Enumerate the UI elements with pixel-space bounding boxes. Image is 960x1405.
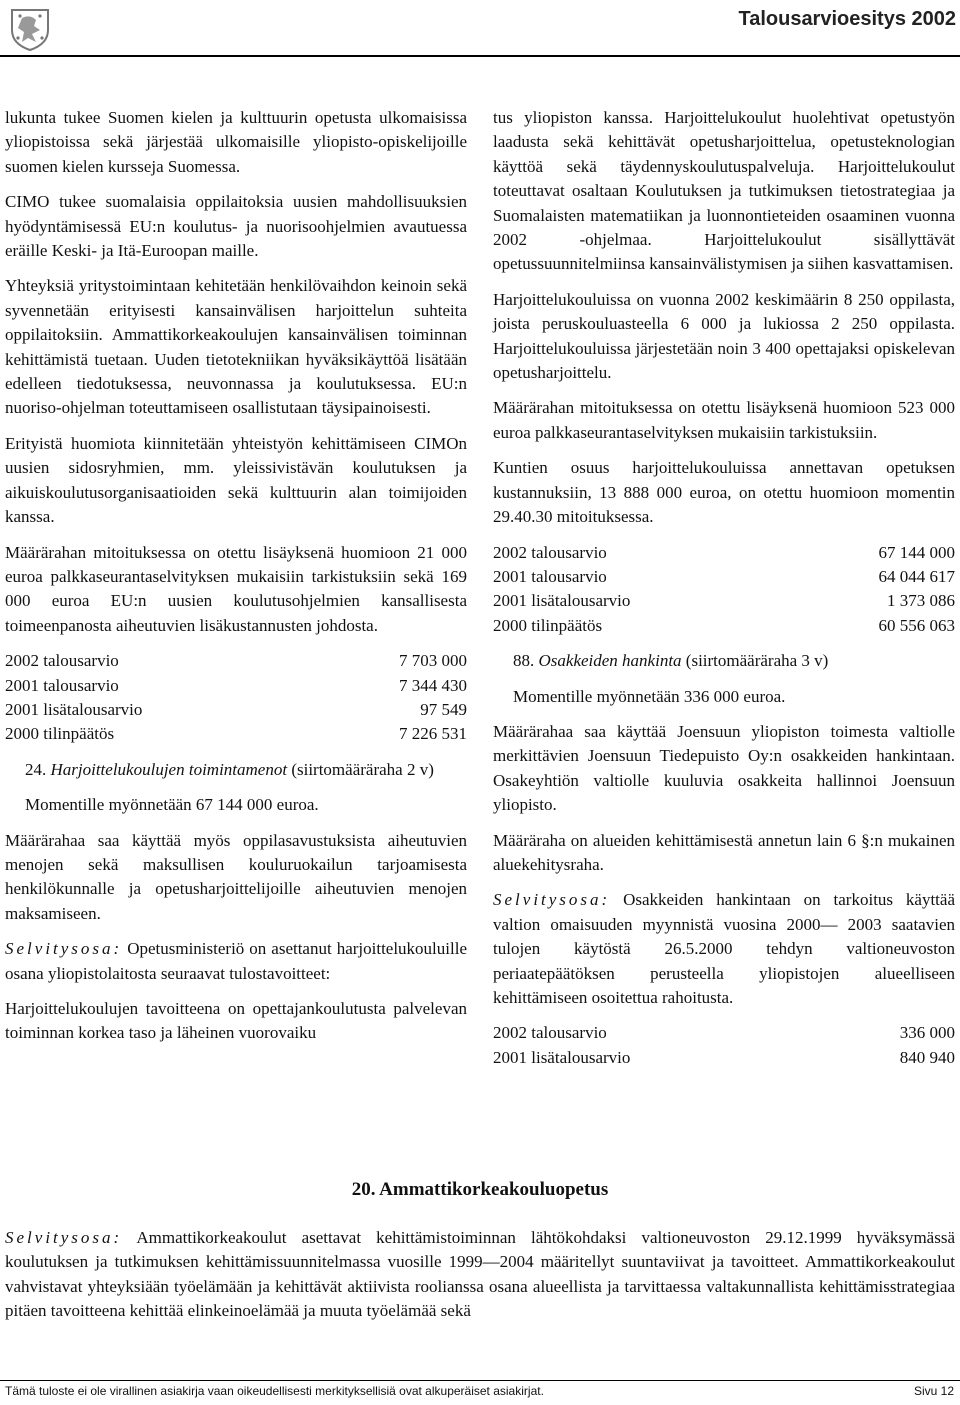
item-heading-24 <box>25 758 467 782</box>
paragraph: Kuntien osuus harjoittelukouluissa annettavan opetuksen kustannuksiin, 13 888 000 euroa, on otettu huomioon momentin 29.40.30 mitoituksessa. <box>493 458 955 527</box>
paragraph-text: Osakkeiden hankintaan on tarkoitus käyttää valtion omaisuuden myynnistä vuosina 2000— 2003 saatavien tulojen käytöstä 26.5.2000 tehdyn valtioneuvoston periaatepäätöksen perusteella yliopistojen alueelliseen kehittämiseen osoitettua rahoitusta. <box>493 890 955 1007</box>
row-label: 2001 talousarvio <box>493 566 607 586</box>
item-number: 88. <box>513 651 535 671</box>
paragraph <box>5 937 467 986</box>
table-row <box>5 674 467 698</box>
item-title: Harjoittelukoulujen toimintamenot <box>50 759 288 779</box>
table-row <box>493 589 955 613</box>
paragraph: Määrärahan mitoituksessa on otettu lisäyksenä huomioon 523 000 euroa palkkaseurantaselvityksen mukaisiin tarkistuksiin. <box>493 398 955 442</box>
item-title: Osakkeiden hankinta <box>538 651 682 671</box>
right-column <box>493 106 955 1081</box>
table-row <box>5 649 467 673</box>
row-label: 2001 lisätalousarvio <box>5 699 143 719</box>
paragraph: Erityistä huomiota kiinnitetään yhteistyön kehittämiseen CIMOn uusien sidosryhmien, mm. yleissivistävän koulutuksen ja aikuiskoulutusorganisaatioiden sekä kulttuurin alan toimijoiden kanssa. <box>5 433 467 527</box>
budget-table-left <box>5 649 467 747</box>
item-subtitle: (siirtomääräraha 2 v) <box>287 759 434 779</box>
row-label: 2001 talousarvio <box>5 675 119 695</box>
row-label: 2001 lisätalousarvio <box>493 1047 631 1067</box>
row-label: 2000 tilinpäätös <box>5 724 115 744</box>
paragraph: lukunta tukee Suomen kielen ja kulttuurin opetusta ulkomaisissa yliopistoissa sekä järjestää ulkomaisille yliopisto-opiskelijoille suomen kielen kursseja Suomessa. <box>5 108 467 176</box>
table-row <box>493 1046 955 1070</box>
paragraph: Määrärahan mitoituksessa on otettu lisäyksenä huomioon 21 000 euroa palkkaseurantaselvityksen mukaisiin tarkistuksiin sekä 169 000 euroa EU:n uusien koulutusohjelmien kansallisesta toimeenpanosta aiheutuvien lisäkustannusten johdosta. <box>5 542 467 635</box>
row-value: 840 940 <box>899 1047 955 1067</box>
row-value: 1 373 086 <box>887 591 955 611</box>
section-paragraph <box>5 1226 955 1324</box>
table-row <box>5 722 467 746</box>
table-row <box>493 614 955 638</box>
left-column <box>5 106 467 1057</box>
row-value: 7 703 000 <box>399 651 467 671</box>
paragraph: Määrärahaa saa käyttää Joensuun yliopiston toimesta valtiolle merkittävien Joensuun Tiedepuisto Oy:n osakkeiden hankintaan. Osakeyhtiön valtiolle kuuluvia osakkeita hallinnoi Joensuun yliopisto. <box>493 721 955 815</box>
paragraph: Yhteyksiä yritystoimintaan kehitetään henkilövaihdon keinoin sekä syvennetään erityisesti kansainvälisen harjoittelun suhteita oppilaitoksiin. Ammattikorkeakoulujen kansainvälisen toiminnan kehittämistä tuetaan. Uuden tietotekniikan hyväksikäyttöä lisätään edelleen tiedotuksessa, neuvonnassa ja koulutuksessa. EU:n nuoriso-ohjelman toteuttamiseen osallistutaan täysipainoisesti. <box>5 276 467 418</box>
paragraph: Harjoittelukoulujen tavoitteena on opettajankoulutusta palvelevan toiminnan korkea taso ja läheinen vuorovaiku <box>5 999 467 1043</box>
table-row <box>493 1021 955 1045</box>
row-label: 2001 lisätalousarvio <box>493 591 631 611</box>
table-row <box>493 541 955 565</box>
finnish-lion-crest-icon <box>6 4 54 52</box>
section-heading: 20. Ammattikorkeakouluopetus <box>351 1179 609 1200</box>
row-value: 67 144 000 <box>878 542 955 562</box>
table-row <box>493 565 955 589</box>
paragraph-text: Ammattikorkeakoulut asettavat kehittämistoiminnan lähtökohdaksi valtioneuvoston 29.12.1999 hyväksymässä koulutuksen ja tutkimuksen kehittämissuunnitelmassa vuosille 1999—2004 määritellyt suuntaviivat ja tavoitteet. Ammattikorkeakoulut vahvistavat yhteyksiään työelämään ja kehittävät aktiivista roolianssa osana alueellista ja tarvittaessa valtakunnallista kehittämisstrategiaa pitäen tavoitteena kehittää elinkeinoelämää ja muuta työelämää sekä <box>5 1228 955 1321</box>
paragraph: Harjoittelukouluissa on vuonna 2002 keskimäärin 8 250 oppilasta, joista peruskouluasteella 6 000 ja lukiossa 2 250 oppilasta. Harjoittelukouluissa järjestetään noin 3 400 opettajaksi opiskelevan opetusharjoittelu. <box>493 289 955 383</box>
table-row <box>5 698 467 722</box>
item-subtitle: (siirtomääräraha 3 v) <box>681 651 829 671</box>
footer-disclaimer: Tämä tuloste ei ole virallinen asiakirja vaan oikeudellisesti merkityksellisiä ovat alkuperäiset asiakirjat. <box>5 1384 544 1398</box>
paragraph <box>493 888 955 1010</box>
selvitysosa-label: Selvitysosa: <box>5 939 123 959</box>
row-value: 64 044 617 <box>878 566 955 586</box>
budget-table-right <box>493 541 955 639</box>
row-value: 7 226 531 <box>399 724 467 744</box>
document-title: Talousarvioesitys 2002 <box>738 8 956 30</box>
row-value: 336 000 <box>899 1023 955 1043</box>
row-label: 2002 talousarvio <box>493 542 607 562</box>
row-label: 2002 talousarvio <box>5 651 119 671</box>
page-number: Sivu 12 <box>913 1384 954 1398</box>
row-value: 7 344 430 <box>399 675 467 695</box>
paragraph: CIMO tukee suomalaisia oppilaitoksia uusien mahdollisuuksien hyödyntämisessä EU:n koulutus- ja nuorisoohjelmien avautuessa eräille Keski- ja Itä-Euroopan maille. <box>5 192 467 261</box>
item-number: 24. <box>25 759 47 779</box>
selvitysosa-label: Selvitysosa: <box>493 890 611 910</box>
row-value: 97 549 <box>420 699 467 719</box>
paragraph: Määräraha on alueiden kehittämisestä annetun lain 6 §:n mukainen aluekehitysraha. <box>493 830 955 874</box>
row-label: 2002 talousarvio <box>493 1023 607 1043</box>
budget-table-right-2 <box>493 1021 955 1070</box>
header-divider <box>0 55 960 57</box>
row-value: 60 556 063 <box>878 615 955 635</box>
footer-divider <box>0 1380 960 1381</box>
paragraph: Määrärahaa saa käyttää myös oppilasavustuksista aiheutuvien menojen sekä maksullisen kouluruokailun tarjoamisesta henkilökunnalle ja opetusharjoittelijoille aiheutuvien menojen maksamiseen. <box>5 830 467 923</box>
paragraph-text: Opetusministeriö on asettanut harjoittelukouluille osana yliopistolaitosta seuraavat tulostavoitteet: <box>5 939 467 983</box>
paragraph: Momentille myönnetään 67 144 000 euroa. <box>25 795 319 815</box>
row-label: 2000 tilinpäätös <box>493 615 603 635</box>
item-heading-88 <box>513 649 955 673</box>
paragraph: Momentille myönnetään 336 000 euroa. <box>513 686 786 706</box>
paragraph: tus yliopiston kanssa. Harjoittelukoulut huolehtivat opetustyön laadusta sekä kehittävät opetusharjoittelua, opetusteknologian käyttöä sekä täydennyskoulutuspalveluja. Harjoittelukoulut toteuttavat osaltaan Koulutuksen ja tutkimuksen tietostrategiaa ja Suomalaisten matematiikan ja luonnontieteiden osaaminen vuonna 2002 -ohjelmaa. Harjoittelukoulut sisällyttävät opetussuunnitelmiinsa kansainvälistymisen ja siihen kasvattamisen. <box>493 108 955 274</box>
selvitysosa-label: Selvitysosa: <box>5 1228 123 1247</box>
